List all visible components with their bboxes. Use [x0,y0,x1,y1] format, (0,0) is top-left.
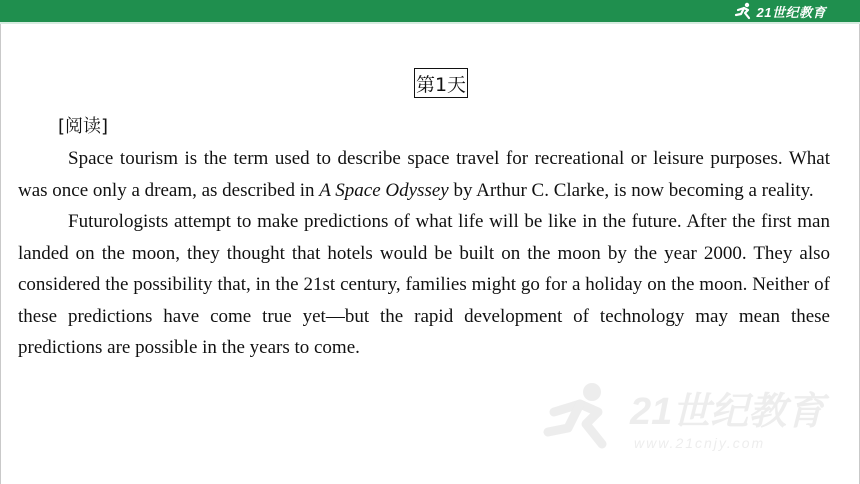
day-title: 第1天 [414,68,468,98]
header-divider [0,22,860,24]
watermark-runner-icon [548,383,602,444]
paragraph-1-end: by Arthur C. Clarke, is now becoming a reality. [448,179,814,201]
watermark-logo [540,378,840,458]
paragraph-2: Futurologists attempt to make predictions of what life will be like in the future. After the first man landed on the moon, they thought that hotels would be built on the moon by the year 2000. They also considered the possibility that, in the 21st century, families might go for a holiday on the moon. Neither of these predictions have come true yet—but the rapid development of technology may mean these predictions are possible in the years to come. [18,211,830,358]
reading-passage [18,143,830,364]
paragraph-1 [18,143,830,206]
section-label: [阅读] [58,116,109,137]
book-title: A Space Odyssey [319,179,449,201]
header-bar [0,0,860,22]
watermark-url: www.21cnjy.com [634,435,766,451]
watermark-text: 21世纪教育 [630,391,825,433]
left-border [0,24,1,484]
logo-text: 21世纪教育 [756,4,826,20]
paragraph-1-start: Space tourism is the term used to describe space travel for recreational or leisure purposes. What was once only a dream, as described in [18,148,830,201]
runner-logo-icon [734,2,754,20]
brand-logo[interactable] [734,2,826,20]
